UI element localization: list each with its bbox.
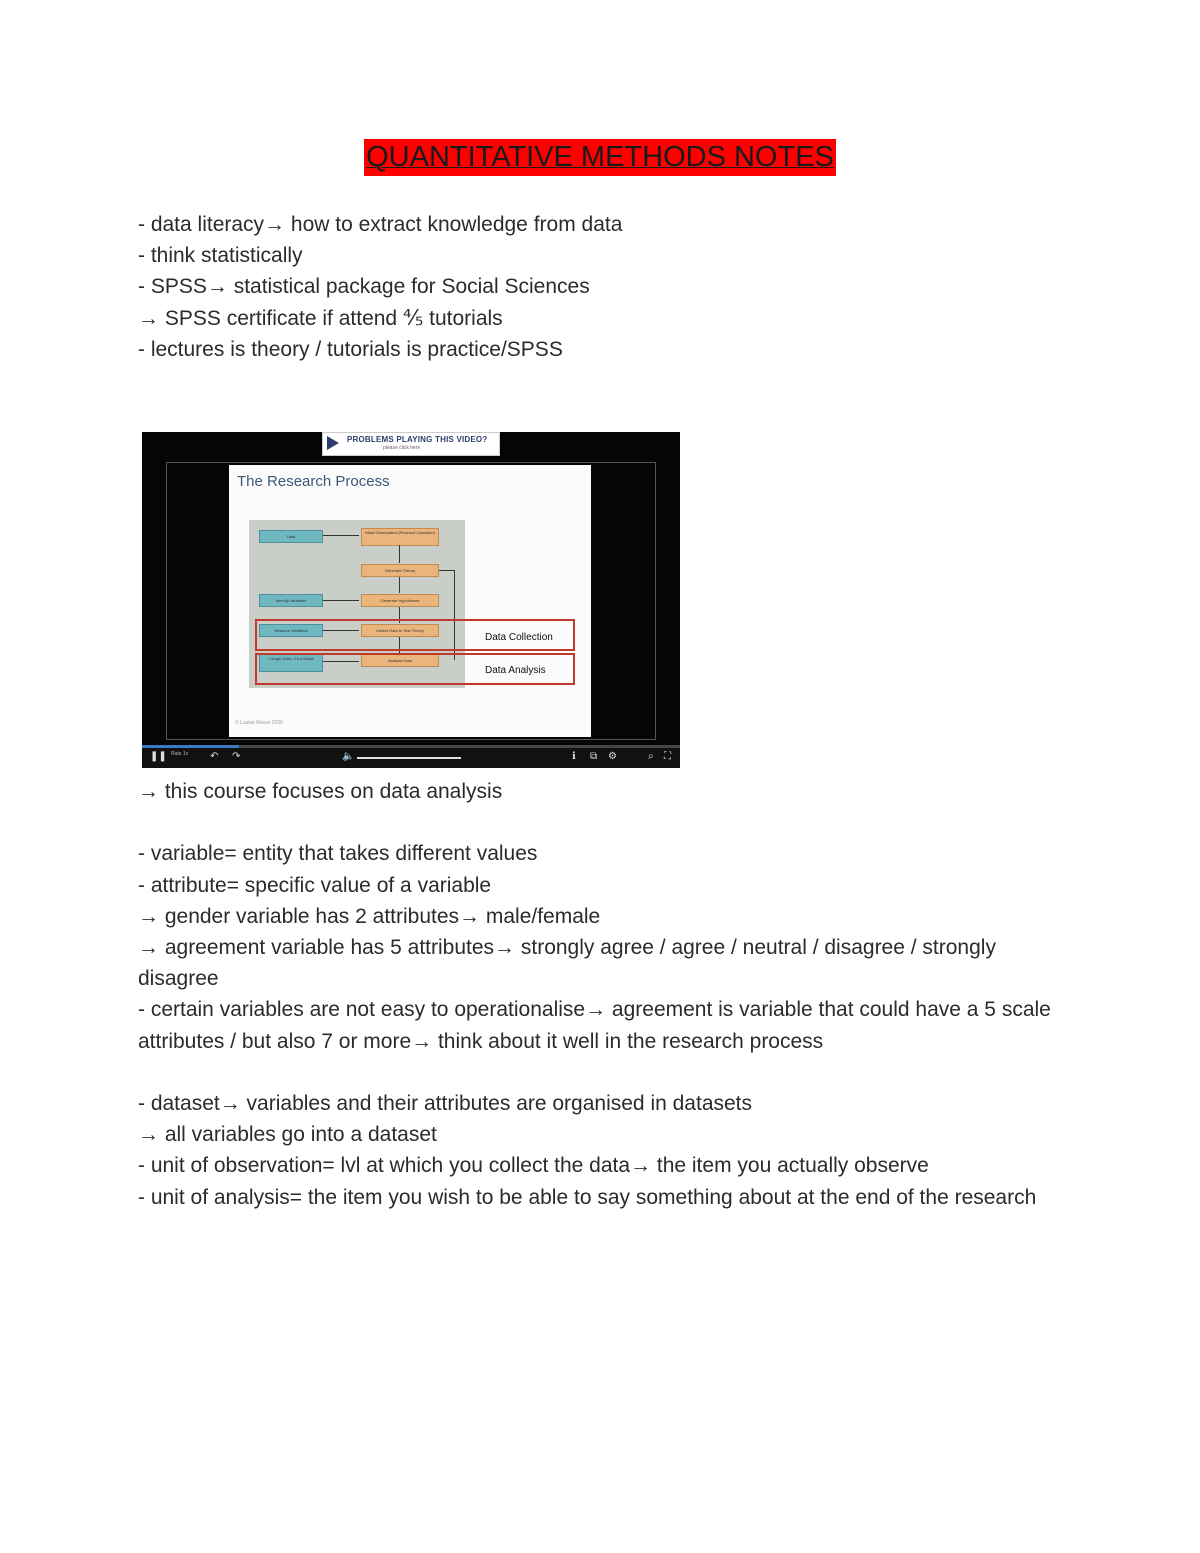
feedback-arrow [439,570,454,571]
arrow [399,545,400,563]
flow-box-hypotheses: Generate Hypotheses [361,594,439,607]
note-line: → all variables go into a dataset [138,1123,437,1147]
video-screenshot [142,432,680,768]
pause-icon[interactable]: ❚❚ [150,751,167,762]
arrow [323,600,359,601]
banner-subtext: please click here [383,445,421,451]
playback-speed[interactable]: Rate 1x [171,751,189,757]
video-controls [142,745,680,768]
title-container [0,139,1200,176]
flow-box-data: Data [259,530,323,543]
progress-fill [142,745,239,748]
note-line: - dataset→ variables and their attributes are organised in datasets [138,1092,753,1115]
blank-line [138,807,1068,838]
note-line: → SPSS certificate if attend ⅘ tutorials [138,306,503,330]
notes-bottom [138,776,1068,1213]
document-title: QUANTITATIVE METHODS NOTES [364,139,836,176]
note-line: - attribute= specific value of a variable [138,873,492,897]
note-line: → gender variable has 2 attributes→ male/female [138,904,601,928]
note-line: - SPSS→ statistical package for Social Sciences [138,275,590,299]
volume-icon[interactable]: 🔈 [342,751,355,762]
flow-box-measure: Measure Variables [259,624,323,637]
notes-top [138,209,1068,365]
blank-line [138,1057,1068,1088]
slide-copyright: © Louise Rosso 2020 [235,720,283,726]
search-icon[interactable]: ⌕ [648,751,654,762]
forward-icon[interactable]: ↷ [232,751,241,762]
data-analysis-label: Data Analysis [485,665,546,676]
volume-slider[interactable] [357,757,461,759]
note-line: - data literacy→ how to extract knowledge from data [138,213,623,236]
data-collection-label: Data Collection [485,632,553,643]
note-line: - unit of analysis= the item you wish to be able to say something about at the end of the research [138,1185,1037,1209]
flow-box-collect: Collect Data to Test Theory [361,624,439,637]
arrow [399,577,400,593]
settings-icon[interactable]: ⚙ [608,751,617,762]
progress-bar[interactable] [142,745,680,748]
video-problem-banner[interactable] [322,432,500,456]
info-icon[interactable]: ℹ [572,751,576,762]
rewind-icon[interactable]: ↶ [210,751,219,762]
flow-box-theory: Generate Theory [361,564,439,577]
note-line: - think statistically [138,244,303,268]
note-line: → this course focuses on data analysis [138,780,503,803]
flow-box-identify: Identify Variables [259,594,323,607]
play-logo-icon [327,436,339,450]
note-line: → agreement variable has 5 attributes→ strongly agree / agree / neutral / disagree / strongly disagree [138,936,996,991]
lecture-slide [229,465,591,737]
banner-text: PROBLEMS PLAYING THIS VIDEO? [347,435,488,444]
fullscreen-icon[interactable]: ⛶ [664,751,671,762]
slide-title: The Research Process [237,473,390,490]
flow-box-initial: Initial Observation (Research Question) [361,528,439,546]
flow-box-analyse: Analyse Data [361,654,439,667]
note-line: - variable= entity that takes different values [138,842,538,866]
flow-box-graph: • Graph Data • Fit a Model [259,654,323,672]
arrow [323,535,359,536]
note-line: - lectures is theory / tutorials is practice/SPSS [138,337,563,361]
captions-icon[interactable]: ⧉ [590,751,598,762]
note-line: - certain variables are not easy to operationalise→ agreement is variable that could have a 5 scale attributes / but also 7 or more→ think about it well in the research process [138,998,1051,1053]
note-line: - unit of observation= lvl at which you collect the data→ the item you actually observe [138,1154,929,1178]
